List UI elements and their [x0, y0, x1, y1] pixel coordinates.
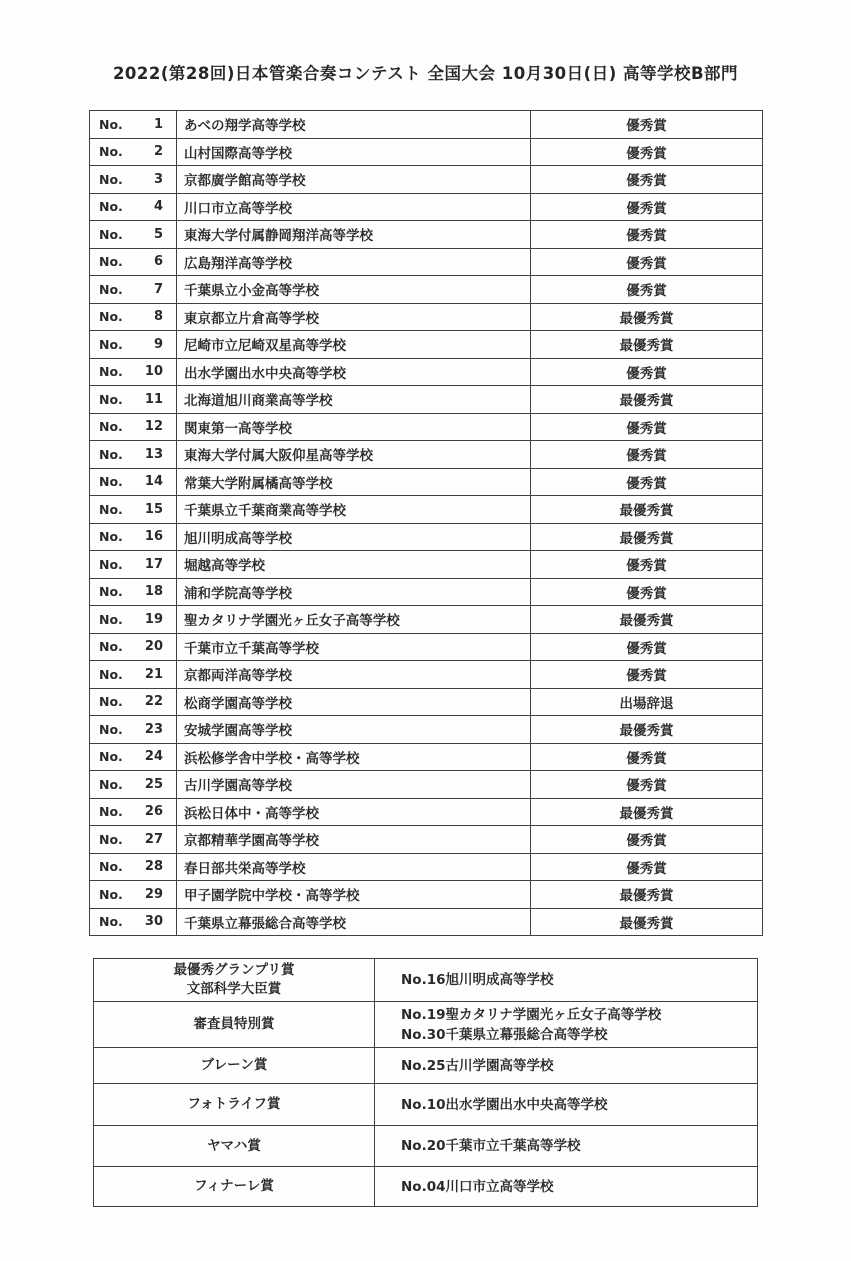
entry-number: 10 — [144, 364, 163, 380]
school-name: 松商学園高等学校 — [177, 688, 531, 716]
award-result: 最優秀賞 — [531, 716, 763, 744]
entry-number-cell — [90, 303, 177, 331]
school-name: 聖カタリナ学園光ヶ丘女子高等学校 — [177, 606, 531, 634]
school-name: 浜松修学舎中学校・高等学校 — [177, 743, 531, 771]
entry-number-cell — [90, 908, 177, 936]
special-award-row — [94, 1084, 758, 1126]
school-name: 千葉市立千葉高等学校 — [177, 633, 531, 661]
results-row — [90, 716, 763, 744]
school-name: 京都廣学館高等学校 — [177, 166, 531, 194]
results-row — [90, 881, 763, 909]
entry-number-cell — [90, 853, 177, 881]
award-result: 最優秀賞 — [531, 798, 763, 826]
special-award-name-line: 審査員特別賞 — [193, 1016, 275, 1032]
school-name: 旭川明成高等学校 — [177, 523, 531, 551]
results-row — [90, 661, 763, 689]
recipient-entry-number: No.04 — [401, 1178, 446, 1195]
no-prefix-label: No. — [99, 281, 123, 297]
school-name: 常葉大学附属橘高等学校 — [177, 468, 531, 496]
entry-number-cell — [90, 386, 177, 414]
school-name: 川口市立高等学校 — [177, 193, 531, 221]
entry-number: 11 — [144, 391, 163, 407]
award-result: 最優秀賞 — [531, 881, 763, 909]
entry-number: 15 — [144, 501, 163, 517]
special-award-name-line: ブレーン賞 — [200, 1057, 268, 1073]
no-prefix-label: No. — [99, 474, 123, 490]
award-result: 優秀賞 — [531, 771, 763, 799]
school-name: 浦和学院高等学校 — [177, 578, 531, 606]
award-result: 出場辞退 — [531, 688, 763, 716]
recipient-entry-number: No.10 — [401, 1096, 446, 1113]
results-row — [90, 908, 763, 936]
no-prefix-label: No. — [99, 556, 123, 572]
entry-number: 9 — [153, 336, 163, 352]
school-name: 広島翔洋高等学校 — [177, 248, 531, 276]
no-prefix-label: No. — [99, 694, 123, 710]
school-name: あべの翔学高等学校 — [177, 111, 531, 139]
school-name: 甲子園学院中学校・高等学校 — [177, 881, 531, 909]
no-prefix-label: No. — [99, 666, 123, 682]
entry-number-cell — [90, 331, 177, 359]
no-prefix-label: No. — [99, 309, 123, 325]
no-prefix-label: No. — [99, 886, 123, 902]
results-row — [90, 826, 763, 854]
school-name: 出水学園出水中央高等学校 — [177, 358, 531, 386]
entry-number: 18 — [144, 584, 163, 600]
award-result: 最優秀賞 — [531, 331, 763, 359]
entry-number-cell — [90, 826, 177, 854]
special-award-row — [94, 1002, 758, 1048]
entry-number-cell — [90, 221, 177, 249]
special-award-name — [94, 1126, 375, 1167]
recipient-school-name: 千葉県立幕張総合高等学校 — [445, 1026, 608, 1043]
award-result: 優秀賞 — [531, 138, 763, 166]
award-result: 最優秀賞 — [531, 386, 763, 414]
recipient-school-name: 聖カタリナ学園光ヶ丘女子高等学校 — [445, 1006, 662, 1023]
recipient-school-name: 千葉市立千葉高等学校 — [445, 1138, 581, 1154]
entry-number-cell — [90, 771, 177, 799]
entry-number-cell — [90, 468, 177, 496]
results-row — [90, 358, 763, 386]
special-award-name-line: 最優秀グランプリ賞 — [173, 962, 295, 978]
award-result: 優秀賞 — [531, 853, 763, 881]
entry-number: 5 — [153, 226, 163, 242]
entry-number: 27 — [144, 831, 163, 847]
award-result: 最優秀賞 — [531, 523, 763, 551]
school-name: 尼崎市立尼崎双星高等学校 — [177, 331, 531, 359]
special-award-name — [94, 959, 375, 1002]
special-award-recipients — [375, 1002, 758, 1048]
award-result: 優秀賞 — [531, 111, 763, 139]
results-row — [90, 496, 763, 524]
school-name: 堀越高等学校 — [177, 551, 531, 579]
entry-number-cell — [90, 688, 177, 716]
entry-number: 12 — [144, 419, 163, 435]
results-row — [90, 853, 763, 881]
recipient-entry-number: No.20 — [401, 1138, 446, 1154]
recipient-line — [401, 1177, 757, 1197]
recipient-school-name: 川口市立高等学校 — [445, 1178, 554, 1195]
results-row — [90, 743, 763, 771]
school-name: 千葉県立千葉商業高等学校 — [177, 496, 531, 524]
no-prefix-label: No. — [99, 364, 123, 380]
special-award-name-line: フォトライフ賞 — [187, 1096, 281, 1112]
entry-number-cell — [90, 743, 177, 771]
special-award-row — [94, 1048, 758, 1084]
entry-number-cell — [90, 111, 177, 139]
award-result: 優秀賞 — [531, 468, 763, 496]
entry-number-cell — [90, 633, 177, 661]
entry-number-cell — [90, 358, 177, 386]
award-result: 優秀賞 — [531, 248, 763, 276]
recipient-line — [401, 1025, 757, 1045]
results-table — [89, 110, 763, 936]
no-prefix-label: No. — [99, 749, 123, 765]
special-award-row — [94, 959, 758, 1002]
special-award-name-line: ヤマハ賞 — [207, 1137, 261, 1154]
results-row — [90, 413, 763, 441]
results-row — [90, 523, 763, 551]
special-award-recipients — [375, 959, 758, 1002]
special-award-recipients — [375, 1167, 758, 1207]
no-prefix-label: No. — [99, 116, 123, 132]
results-row — [90, 193, 763, 221]
results-row — [90, 276, 763, 304]
no-prefix-label: No. — [99, 171, 123, 187]
entry-number: 26 — [144, 804, 163, 820]
recipient-entry-number: No.25 — [401, 1057, 446, 1074]
award-result: 優秀賞 — [531, 578, 763, 606]
recipient-school-name: 古川学園高等学校 — [445, 1057, 554, 1074]
results-row — [90, 798, 763, 826]
school-name: 京都精華学園高等学校 — [177, 826, 531, 854]
results-row — [90, 166, 763, 194]
no-prefix-label: No. — [99, 639, 123, 655]
results-row — [90, 606, 763, 634]
special-award-name — [94, 1167, 375, 1207]
award-result: 最優秀賞 — [531, 908, 763, 936]
entry-number-cell — [90, 551, 177, 579]
entry-number-cell — [90, 441, 177, 469]
no-prefix-label: No. — [99, 804, 123, 820]
entry-number: 29 — [144, 886, 163, 902]
recipient-entry-number: No.19 — [401, 1006, 446, 1023]
entry-number-cell — [90, 606, 177, 634]
entry-number-cell — [90, 193, 177, 221]
results-row — [90, 468, 763, 496]
entry-number: 20 — [144, 639, 163, 655]
entry-number-cell — [90, 248, 177, 276]
award-result: 優秀賞 — [531, 551, 763, 579]
entry-number-cell — [90, 496, 177, 524]
school-name: 東海大学付属静岡翔洋高等学校 — [177, 221, 531, 249]
recipient-line — [401, 1136, 757, 1156]
school-name: 春日部共栄高等学校 — [177, 853, 531, 881]
award-result: 最優秀賞 — [531, 303, 763, 331]
school-name: 山村国際高等学校 — [177, 138, 531, 166]
special-award-recipients — [375, 1126, 758, 1167]
entry-number: 30 — [144, 914, 163, 930]
award-result: 優秀賞 — [531, 276, 763, 304]
school-name: 京都両洋高等学校 — [177, 661, 531, 689]
no-prefix-label: No. — [99, 199, 123, 215]
award-result: 最優秀賞 — [531, 606, 763, 634]
award-result: 最優秀賞 — [531, 496, 763, 524]
no-prefix-label: No. — [99, 584, 123, 600]
entry-number-cell — [90, 138, 177, 166]
award-result: 優秀賞 — [531, 661, 763, 689]
results-row — [90, 111, 763, 139]
award-result: 優秀賞 — [531, 166, 763, 194]
award-result: 優秀賞 — [531, 413, 763, 441]
entry-number: 16 — [144, 529, 163, 545]
entry-number: 3 — [153, 171, 163, 187]
award-result: 優秀賞 — [531, 743, 763, 771]
page-title: 2022(第28回)日本管楽合奏コンテスト 全国大会 10月30日(日) 高等学校B部門 — [112, 64, 739, 83]
special-awards-table-body — [94, 959, 758, 1207]
entry-number: 22 — [144, 694, 163, 710]
school-name: 北海道旭川商業高等学校 — [177, 386, 531, 414]
results-row — [90, 386, 763, 414]
entry-number: 23 — [144, 721, 163, 737]
no-prefix-label: No. — [99, 501, 123, 517]
special-award-recipients — [375, 1084, 758, 1126]
school-name: 千葉県立小金高等学校 — [177, 276, 531, 304]
special-award-name-line: 文部科学大臣賞 — [186, 981, 282, 997]
results-row — [90, 248, 763, 276]
entry-number: 25 — [144, 776, 163, 792]
entry-number: 21 — [144, 666, 163, 682]
entry-number-cell — [90, 578, 177, 606]
results-row — [90, 331, 763, 359]
entry-number: 17 — [144, 556, 163, 572]
entry-number: 7 — [153, 281, 163, 297]
results-row — [90, 688, 763, 716]
special-award-name — [94, 1002, 375, 1048]
award-result: 優秀賞 — [531, 358, 763, 386]
no-prefix-label: No. — [99, 776, 123, 792]
school-name: 関東第一高等学校 — [177, 413, 531, 441]
no-prefix-label: No. — [99, 529, 123, 545]
entry-number: 19 — [144, 611, 163, 627]
entry-number: 8 — [153, 309, 163, 325]
special-award-name-line: フィナーレ賞 — [194, 1178, 274, 1194]
no-prefix-label: No. — [99, 831, 123, 847]
special-award-recipients — [375, 1048, 758, 1084]
entry-number-cell — [90, 413, 177, 441]
school-name: 東海大学付属大阪仰星高等学校 — [177, 441, 531, 469]
entry-number: 1 — [153, 116, 163, 132]
entry-number-cell — [90, 523, 177, 551]
special-award-row — [94, 1167, 758, 1207]
no-prefix-label: No. — [99, 446, 123, 462]
results-table-body — [90, 111, 763, 936]
entry-number-cell — [90, 166, 177, 194]
entry-number: 14 — [144, 474, 163, 490]
entry-number-cell — [90, 798, 177, 826]
school-name: 東京都立片倉高等学校 — [177, 303, 531, 331]
no-prefix-label: No. — [99, 721, 123, 737]
school-name: 古川学園高等学校 — [177, 771, 531, 799]
school-name: 浜松日体中・高等学校 — [177, 798, 531, 826]
special-award-name — [94, 1084, 375, 1126]
recipient-entry-number: No.30 — [401, 1026, 446, 1043]
entry-number-cell — [90, 661, 177, 689]
entry-number-cell — [90, 881, 177, 909]
entry-number-cell — [90, 276, 177, 304]
no-prefix-label: No. — [99, 336, 123, 352]
recipient-entry-number: No.16 — [401, 972, 446, 988]
recipient-line — [401, 1056, 757, 1076]
results-row — [90, 578, 763, 606]
results-row — [90, 633, 763, 661]
recipient-line — [401, 970, 757, 990]
results-row — [90, 303, 763, 331]
entry-number: 4 — [153, 199, 163, 215]
award-result: 優秀賞 — [531, 221, 763, 249]
award-result: 優秀賞 — [531, 633, 763, 661]
no-prefix-label: No. — [99, 226, 123, 242]
special-award-row — [94, 1126, 758, 1167]
special-awards-table — [93, 958, 758, 1207]
recipient-school-name: 旭川明成高等学校 — [445, 972, 554, 988]
entry-number: 6 — [153, 254, 163, 270]
results-row — [90, 551, 763, 579]
entry-number: 28 — [144, 859, 163, 875]
results-row — [90, 771, 763, 799]
no-prefix-label: No. — [99, 419, 123, 435]
entry-number: 13 — [144, 446, 163, 462]
entry-number: 2 — [153, 144, 163, 160]
no-prefix-label: No. — [99, 254, 123, 270]
no-prefix-label: No. — [99, 859, 123, 875]
no-prefix-label: No. — [99, 914, 123, 930]
school-name: 千葉県立幕張総合高等学校 — [177, 908, 531, 936]
recipient-line — [401, 1095, 757, 1115]
recipient-school-name: 出水学園出水中央高等学校 — [445, 1096, 608, 1113]
results-row — [90, 138, 763, 166]
recipient-line — [401, 1005, 757, 1025]
no-prefix-label: No. — [99, 611, 123, 627]
entry-number-cell — [90, 716, 177, 744]
award-result: 優秀賞 — [531, 826, 763, 854]
special-award-name — [94, 1048, 375, 1084]
school-name: 安城学園高等学校 — [177, 716, 531, 744]
no-prefix-label: No. — [99, 144, 123, 160]
award-result: 優秀賞 — [531, 193, 763, 221]
no-prefix-label: No. — [99, 391, 123, 407]
entry-number: 24 — [144, 749, 163, 765]
award-result: 優秀賞 — [531, 441, 763, 469]
results-row — [90, 441, 763, 469]
results-row — [90, 221, 763, 249]
